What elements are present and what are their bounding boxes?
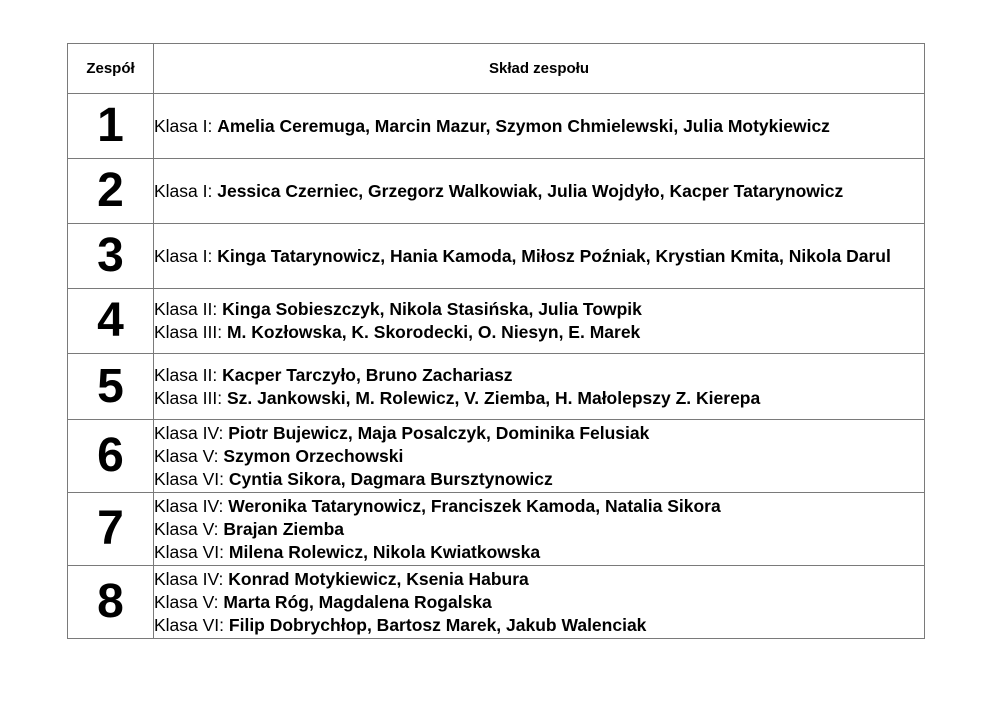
class-label: Klasa III: [154,387,227,408]
class-label: Klasa IV: [154,422,229,443]
member-names: Brajan Ziemba [223,518,344,539]
member-names: Kacper Tarczyło, Bruno Zachariasz [222,364,513,385]
table-row [68,159,925,224]
member-names: Marta Róg, Magdalena Rogalska [223,591,492,612]
class-label: Klasa I: [154,180,218,201]
member-names: Jessica Czerniec, Grzegorz Walkowiak, Julia Wojdyło, Kacper Tatarynowicz [217,180,844,201]
class-label: Klasa II: [154,299,223,319]
class-label: Klasa IV: [154,495,229,516]
member-names: Konrad Motykiewicz, Ksenia Habura [228,568,529,589]
team-members [154,224,925,289]
team-number: 2 [68,159,154,224]
member-names: Amelia Ceremuga, Marcin Mazur, Szymon Chmielewski, Julia Motykiewicz [217,115,830,136]
member-names: Milena Rolewicz, Nikola Kwiatkowska [228,541,541,562]
class-line [154,115,924,138]
class-label: Klasa III: [154,322,227,342]
teams-table [67,43,925,639]
header-row [68,44,925,94]
class-label: Klasa II: [154,364,223,385]
class-line [154,591,924,614]
table-row [68,289,925,354]
class-label: Klasa I: [154,245,218,266]
team-number: 1 [68,94,154,159]
member-names: M. Kozłowska, K. Skorodecki, O. Niesyn, E. Marek [226,322,641,342]
team-members [154,420,925,493]
class-label: Klasa V: [154,591,224,612]
team-number: 3 [68,224,154,289]
team-members [154,493,925,566]
member-names: Kinga Sobieszczyk, Nikola Stasińska, Julia Towpik [222,299,642,319]
member-names: Sz. Jankowski, M. Rolewicz, V. Ziemba, H. Małolepszy Z. Kierepa [226,387,761,408]
team-members [154,289,925,354]
class-line [154,321,924,344]
class-line [154,614,924,637]
class-label: Klasa VI: [154,468,229,489]
table-row [68,493,925,566]
class-line [154,468,924,491]
team-number: 6 [68,420,154,493]
team-number: 4 [68,289,154,354]
class-label: Klasa VI: [154,541,229,562]
member-names: Weronika Tatarynowicz, Franciszek Kamoda, Natalia Sikora [228,495,721,516]
class-line [154,245,924,268]
class-line [154,445,924,468]
class-label: Klasa IV: [154,568,229,589]
class-line [154,387,924,410]
class-line [154,298,924,321]
class-label: Klasa V: [154,445,224,466]
team-number: 5 [68,354,154,420]
member-names: Szymon Orzechowski [223,445,404,466]
class-line [154,180,924,203]
table-row [68,354,925,420]
team-members [154,94,925,159]
class-line [154,364,924,387]
team-members [154,159,925,224]
class-label: Klasa V: [154,518,224,539]
member-names: Cyntia Sikora, Dagmara Bursztynowicz [228,468,553,489]
header-team: Zespół [68,44,154,94]
member-names: Kinga Tatarynowicz, Hania Kamoda, Miłosz Poźniak, Krystian Kmita, Nikola Darul [217,245,891,266]
team-members [154,566,925,639]
table-row [68,566,925,639]
class-line [154,541,924,564]
class-line [154,518,924,541]
class-label: Klasa I: [154,115,218,136]
team-number: 8 [68,566,154,639]
table-row [68,94,925,159]
table-row [68,224,925,289]
member-names: Piotr Bujewicz, Maja Posalczyk, Dominika Felusiak [228,422,650,443]
class-line [154,568,924,591]
member-names: Filip Dobrychłop, Bartosz Marek, Jakub Walenciak [228,614,647,635]
header-members: Skład zespołu [154,44,925,94]
team-members [154,354,925,420]
class-line [154,495,924,518]
team-number: 7 [68,493,154,566]
table-row [68,420,925,493]
class-line [154,422,924,445]
class-label: Klasa VI: [154,614,229,635]
